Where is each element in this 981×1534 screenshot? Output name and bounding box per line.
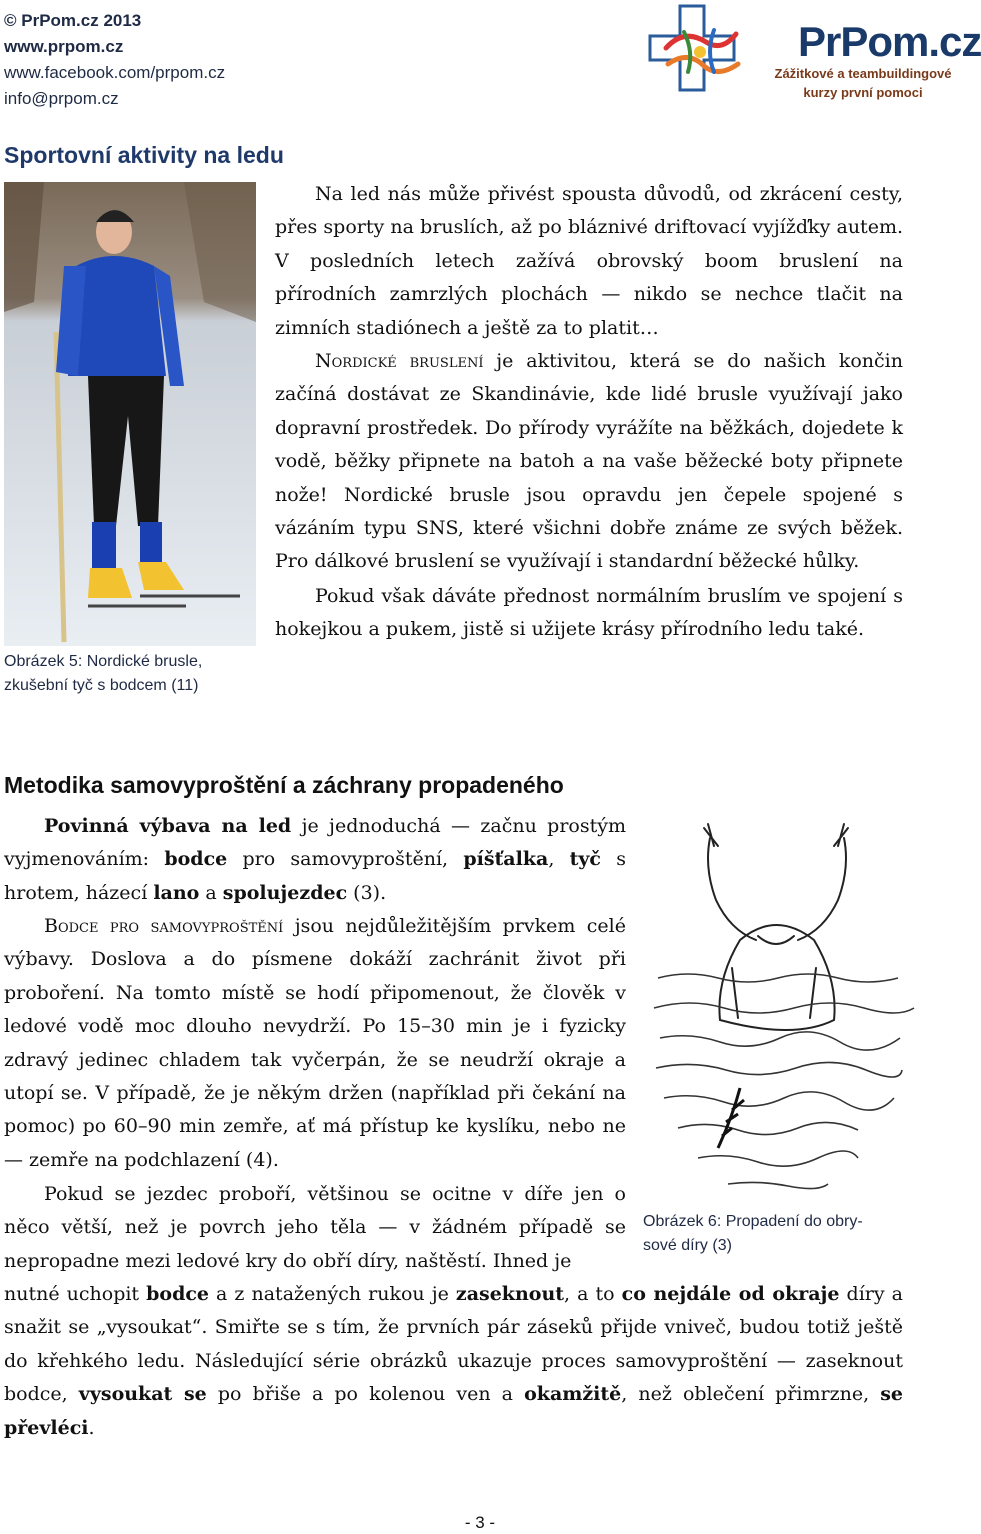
bold-term: zaseknout [455,1283,565,1305]
sport-paragraph-3: Pokud však dáváte přednost normálním bruslím ve spojení s hokejkou a pukem, jistě si užijete krásy přírodního ledu také. [275,585,903,641]
nordic-skating-term: Nordické bruslení [315,350,484,372]
bold-term: vysoukat se [78,1383,207,1406]
text-run: , [548,848,570,871]
text-run: jsou nejdůležitějším prvkem celé výbavy. Doslova a do písmene dokáží zachránit život při proboření. Na tomto místě se hodí připomenout, že člověk v ledové vodě moc dlouho nevydrží. Po 15–30 min je i fyzicky zdravý jedinec chladem tak vyčerpán, že se neudrží okraje a utopí se. V případě, že je někým držen (například při čekání na pomoc) po 60–90 min zemře, ať má přístup ke kyslíku, nebo ne — zemře na podchlazení (4). [4,915,626,1171]
logo-tagline-1: Zážitkové a teambuildingové [774,66,952,81]
text-run: . [88,1416,95,1439]
text-run: , než oblečení přimrzne, [621,1383,881,1406]
section-title-sport: Sportovní aktivity na ledu [4,142,284,168]
bold-term: okamžitě [524,1383,622,1406]
sport-paragraph-1: Na led nás může přivést spousta důvodů, od zkrácení cesty, přes sporty na bruslích, až po bláznivé driftovací vyjížďky autem. V posledních letech zažívá obrovský boom bruslení na přírodních zamrzlých plochách — nikdo se nechce tlačit na zimních stadiónech a ještě za to platit… [275,183,903,339]
nordic-skating-photo [4,182,256,646]
bold-term: spolujezdec [222,881,348,904]
text-run: pro samovyproštění, [227,848,464,871]
prpom-logo-icon [644,4,766,102]
rescue-paragraph-1 [4,810,626,910]
rescue-paragraph-2 [4,910,626,1177]
sport-paragraph-2 [275,345,903,579]
copyright-line: © PrPom.cz 2013 [4,11,142,30]
facebook-link[interactable]: www.facebook.com/prpom.cz [4,63,226,82]
text-run: , a to [564,1283,622,1305]
figure6-caption-line1: Obrázek 6: Propadení do obry- [643,1213,863,1230]
text-run: a z natažených rukou je [209,1283,456,1305]
sport-paragraph-2-text: je aktivitou, která se do našich končin začíná dostávat ze Skandinávie, kde lidé brusle využívají jako dopravní prostředek. Do přírody vyrážíte na běžkách, dojedete k vodě, běžky připnete na batoh a na vaše běžecké boty připnete nože! Nordické brusle jsou opravdu jen čepele spojené s vázáním typu SNS, které všichni dobře známe ze svých běžek. Pro dálkové bruslení se využívají i standardní běžecké hůlky. [275,350,903,573]
text-run: a [199,881,223,904]
bold-term: co nejdále od okraje [621,1283,840,1305]
bold-term: se převléci [4,1383,904,1439]
figure5-caption-line1: Obrázek 5: Nordické brusle, [4,653,203,670]
email-link[interactable]: info@prpom.cz [4,89,119,108]
bold-term: bodce [146,1283,210,1305]
bold-term: lano [153,881,200,904]
logo-tagline-2: kurzy první pomoci [803,85,923,100]
bold-term: píšťalka [463,848,549,871]
page-number: - 3 - [464,1513,496,1532]
text-run: (3). [347,881,387,904]
section-title-rescue: Metodika samovyproštění a záchrany propadeného [4,772,564,798]
bold-term: bodce [164,848,228,871]
bold-term: tyč [569,848,601,871]
website-link[interactable]: www.prpom.cz [4,37,124,56]
rescue-paragraph-3-start: Pokud se jezdec proboří, většinou se ocitne v díře jen o něco větší, než je povrch jeho těla — v žádném případě se nepropadne mezi ledové kry do obří díry, naštěstí. Ihned je [4,1183,626,1272]
figure5-caption-line2: zkušební tyč s bodcem (11) [4,677,199,694]
logo-name: PrPom.cz [798,18,981,65]
rescue-paragraph-3-rest [4,1278,903,1445]
ice-picks-term: Bodce pro samovyproštění [44,915,284,937]
text-run: nutné uchopit [4,1283,147,1305]
mandatory-gear-term: Povinná výbava na led [44,815,292,837]
ice-hole-sketch-figure [648,818,906,1200]
figure6-caption-line2: sové díry (3) [643,1237,732,1254]
text-run: díry a snažit se „vysoukat“. Smiřte se s tím, že prvních pár záseků přijde vniveč, budou totiž ještě do křehkého ledu. Následující série obrázků ukazuje proces samovyproštění — zaseknout bodce, [4,1283,903,1406]
text-run: po břiše a po kolenou ven a [206,1383,525,1406]
text-run: je jednoduchá — začnu prostým vyjmenováním: [4,815,626,871]
text-run: s hrotem, házecí [4,848,626,904]
